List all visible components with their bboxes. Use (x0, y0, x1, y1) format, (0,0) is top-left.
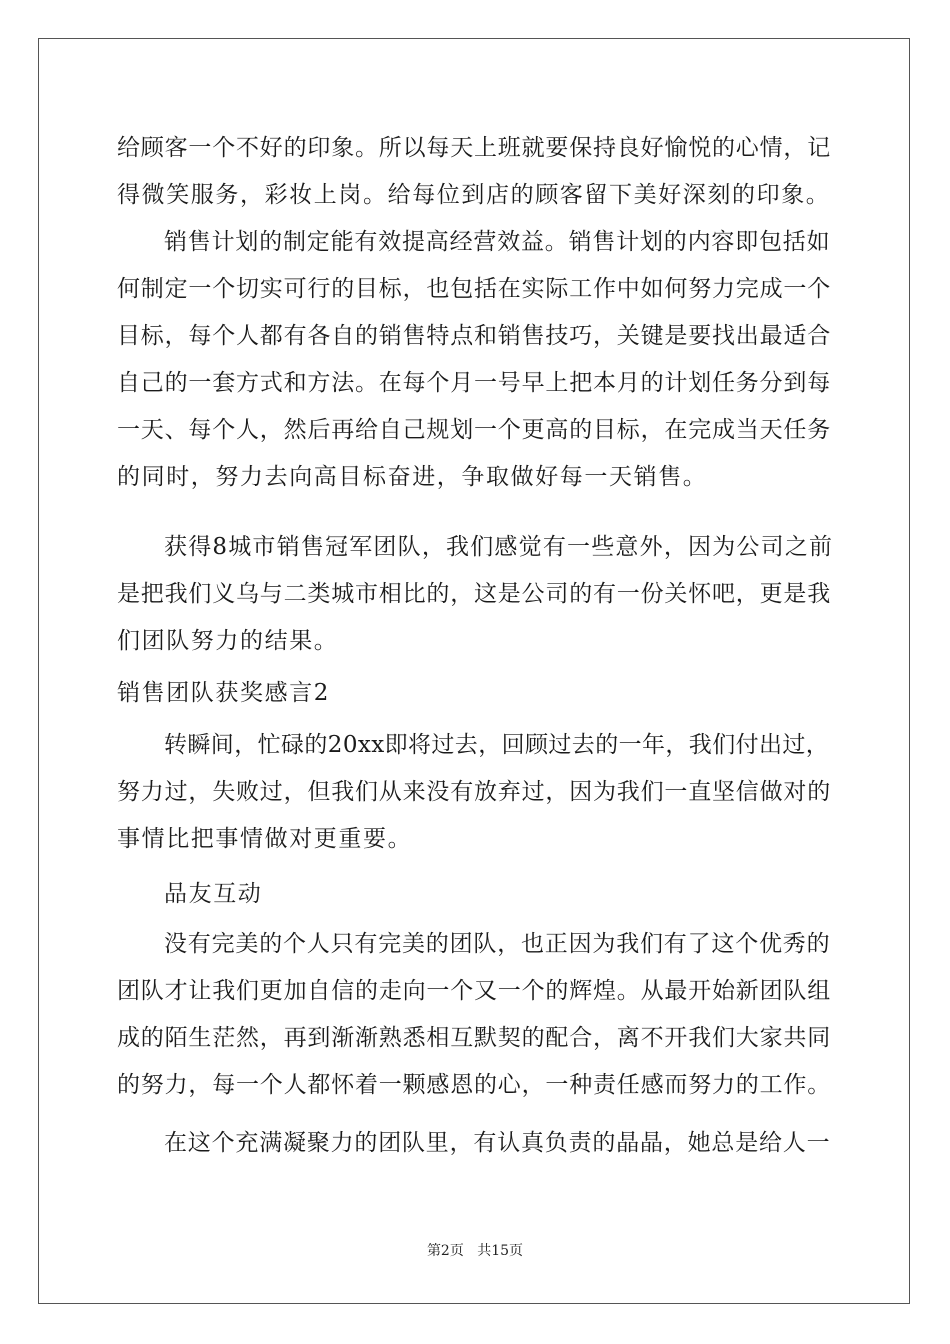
paragraph-first-line: 销售计划的制定能有效提高经营效益。销售计划的内容即包括如 (164, 229, 831, 255)
text-line: 给顾客一个不好的印象。所以每天上班就要保持良好愉悦的心情，记 (117, 135, 831, 161)
paragraph-first-line: 转瞬间，忙碌的20xx即将过去，回顾过去的一年，我们付出过， (164, 732, 830, 758)
text-line: 们团队努力的结果。 (117, 628, 339, 654)
text-line: 成的陌生茫然，再到渐渐熟悉相互默契的配合，离不开我们大家共同 (117, 1025, 831, 1051)
text-line: 事情比把事情做对更重要。 (117, 826, 413, 852)
text-line: 努力过，失败过，但我们从来没有放弃过，因为我们一直坚信做对的 (117, 779, 831, 805)
subheading: 品友互动 (164, 881, 263, 907)
text-line: 团队才让我们更加自信的走向一个又一个的辉煌。从最开始新团队组 (117, 978, 831, 1004)
text-line: 何制定一个切实可行的目标，也包括在实际工作中如何努力完成一个 (117, 276, 831, 302)
section-heading: 销售团队获奖感言2 (117, 680, 331, 706)
text-line: 目标，每个人都有各自的销售特点和销售技巧，关键是要找出最适合 (117, 323, 831, 349)
page-number: 第2页 (426, 1243, 464, 1259)
paragraph-first-line: 获得8城市销售冠军团队，我们感觉有一些意外，因为公司之前 (164, 534, 834, 560)
paragraph-first-line: 没有完美的个人只有完美的团队，也正因为我们有了这个优秀的 (164, 931, 831, 957)
total-pages: 共15页 (477, 1243, 524, 1259)
text-line: 是把我们义乌与二类城市相比的，这是公司的有一份关怀吧，更是我 (117, 581, 831, 607)
text-line: 一天、每个人，然后再给自己规划一个更高的目标，在完成当天任务 (117, 417, 831, 443)
page-footer (0, 1241, 950, 1261)
text-line: 自己的一套方式和方法。在每个月一号早上把本月的计划任务分到每 (117, 370, 831, 396)
text-line: 的努力，每一个人都怀着一颗感恩的心，一种责任感而努力的工作。 (117, 1072, 831, 1098)
text-line: 的同时，努力去向高目标奋进，争取做好每一天销售。 (117, 464, 708, 490)
paragraph-first-line: 在这个充满凝聚力的团队里，有认真负责的晶晶，她总是给人一 (164, 1130, 831, 1156)
text-line: 得微笑服务，彩妆上岗。给每位到店的顾客留下美好深刻的印象。 (117, 182, 831, 208)
